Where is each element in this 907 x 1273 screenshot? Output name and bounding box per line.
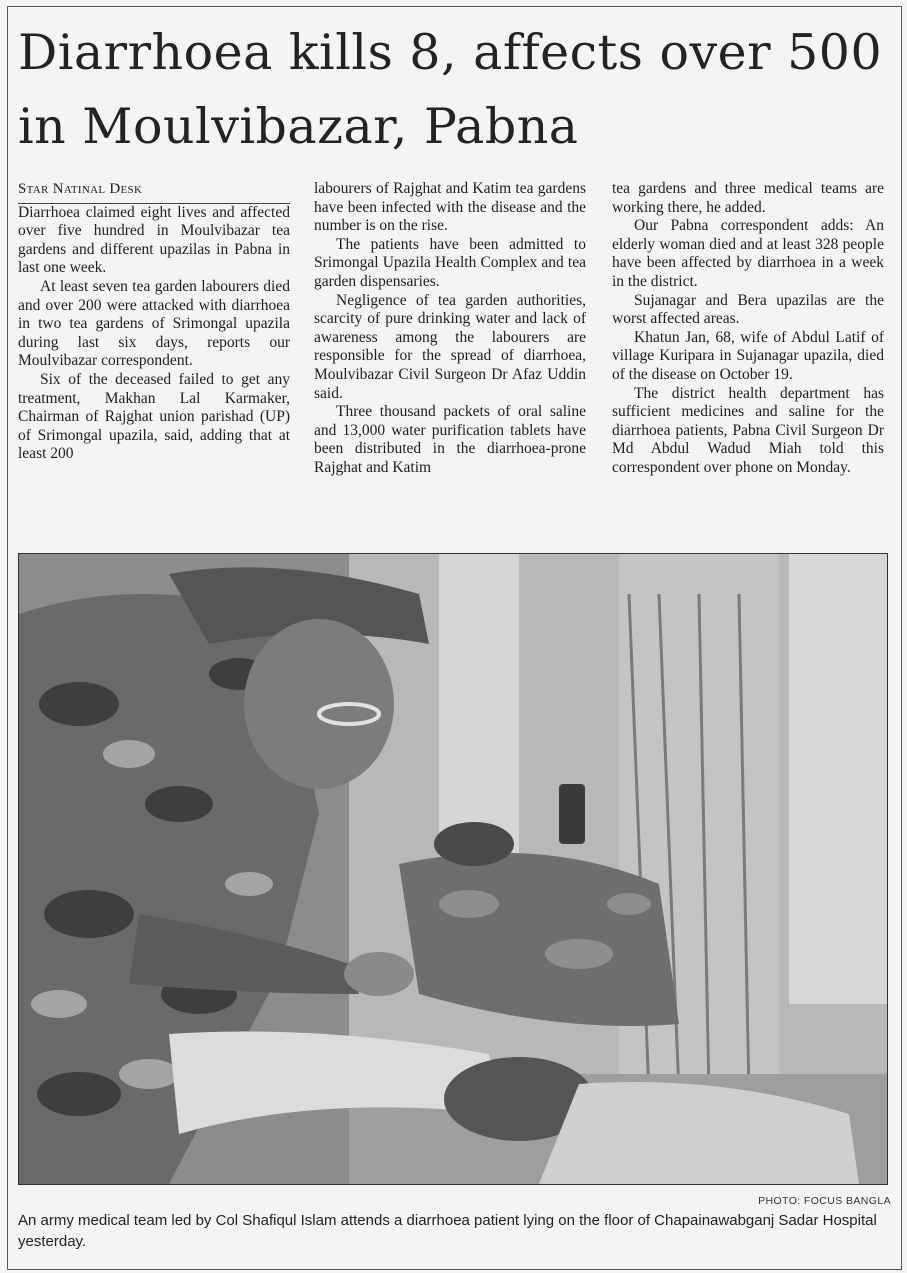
paragraph: The district health department has sufficient medicines and saline for the diarrhoea patients, Pabna Civil Surgeon Dr Md Abdul Wadud Miah told this correspondent over phone on Monday. [612, 384, 884, 476]
paragraph: Sujanagar and Bera upazilas are the worst affected areas. [612, 291, 884, 328]
paragraph: At least seven tea garden labourers died and over 200 were attacked with diarrhoea in two tea gardens of Srimongal upazila during last six days, reports our Moulvibazar correspondent. [18, 277, 290, 370]
column-2 [314, 180, 586, 478]
photo-caption: An army medical team led by Col Shafiqul Islam attends a diarrhoea patient lying on the floor of Chapainawabganj Sadar Hospital yesterday. [18, 1212, 877, 1250]
news-photo [18, 553, 888, 1185]
photo-credit: PHOTO: FOCUS BANGLA [758, 1195, 891, 1207]
column-3 [612, 180, 884, 478]
paragraph: tea gardens and three medical teams are working there, he added. [612, 180, 884, 216]
paragraph: Diarrhoea claimed eight lives and affected over five hundred in Moulvibazar tea gardens and different upazilas in Pabna in last one week. [18, 203, 290, 277]
paragraph: Khatun Jan, 68, wife of Abdul Latif of village Kuripara in Sujanagar upazila, died of the disease on October 19. [612, 328, 884, 383]
headline: Diarrhoea kills 8, affects over 500 in Moulvibazar, Pabna [18, 24, 883, 155]
byline: Star Natinal Desk [18, 180, 290, 204]
paragraph: labourers of Rajghat and Katim tea gardens have been infected with the disease and the number is on the rise. [314, 180, 586, 235]
paragraph: Negligence of tea garden authorities, scarcity of pure drinking water and lack of awareness among the labourers are responsible for the spread of diarrhoea, Moulvibazar Civil Surgeon Dr Afaz Uddin said. [314, 291, 586, 402]
paragraph: Our Pabna correspondent adds: An elderly woman died and at least 328 people have been affected by diarrhoea in a week in the district. [612, 217, 884, 290]
paragraph: Three thousand packets of oral saline and 13,000 water purification tablets have been distributed in the diarrhoea-prone Rajghat and Katim [314, 403, 586, 476]
paragraph: The patients have been admitted to Srimongal Upazila Health Complex and tea garden dispensaries. [314, 235, 586, 290]
column-1 [18, 180, 290, 464]
paragraph: Six of the deceased failed to get any treatment, Makhan Lal Karmaker, Chairman of Rajghat union parishad (UP) of Srimongal upazila, said, adding that at least 200 [18, 370, 290, 463]
